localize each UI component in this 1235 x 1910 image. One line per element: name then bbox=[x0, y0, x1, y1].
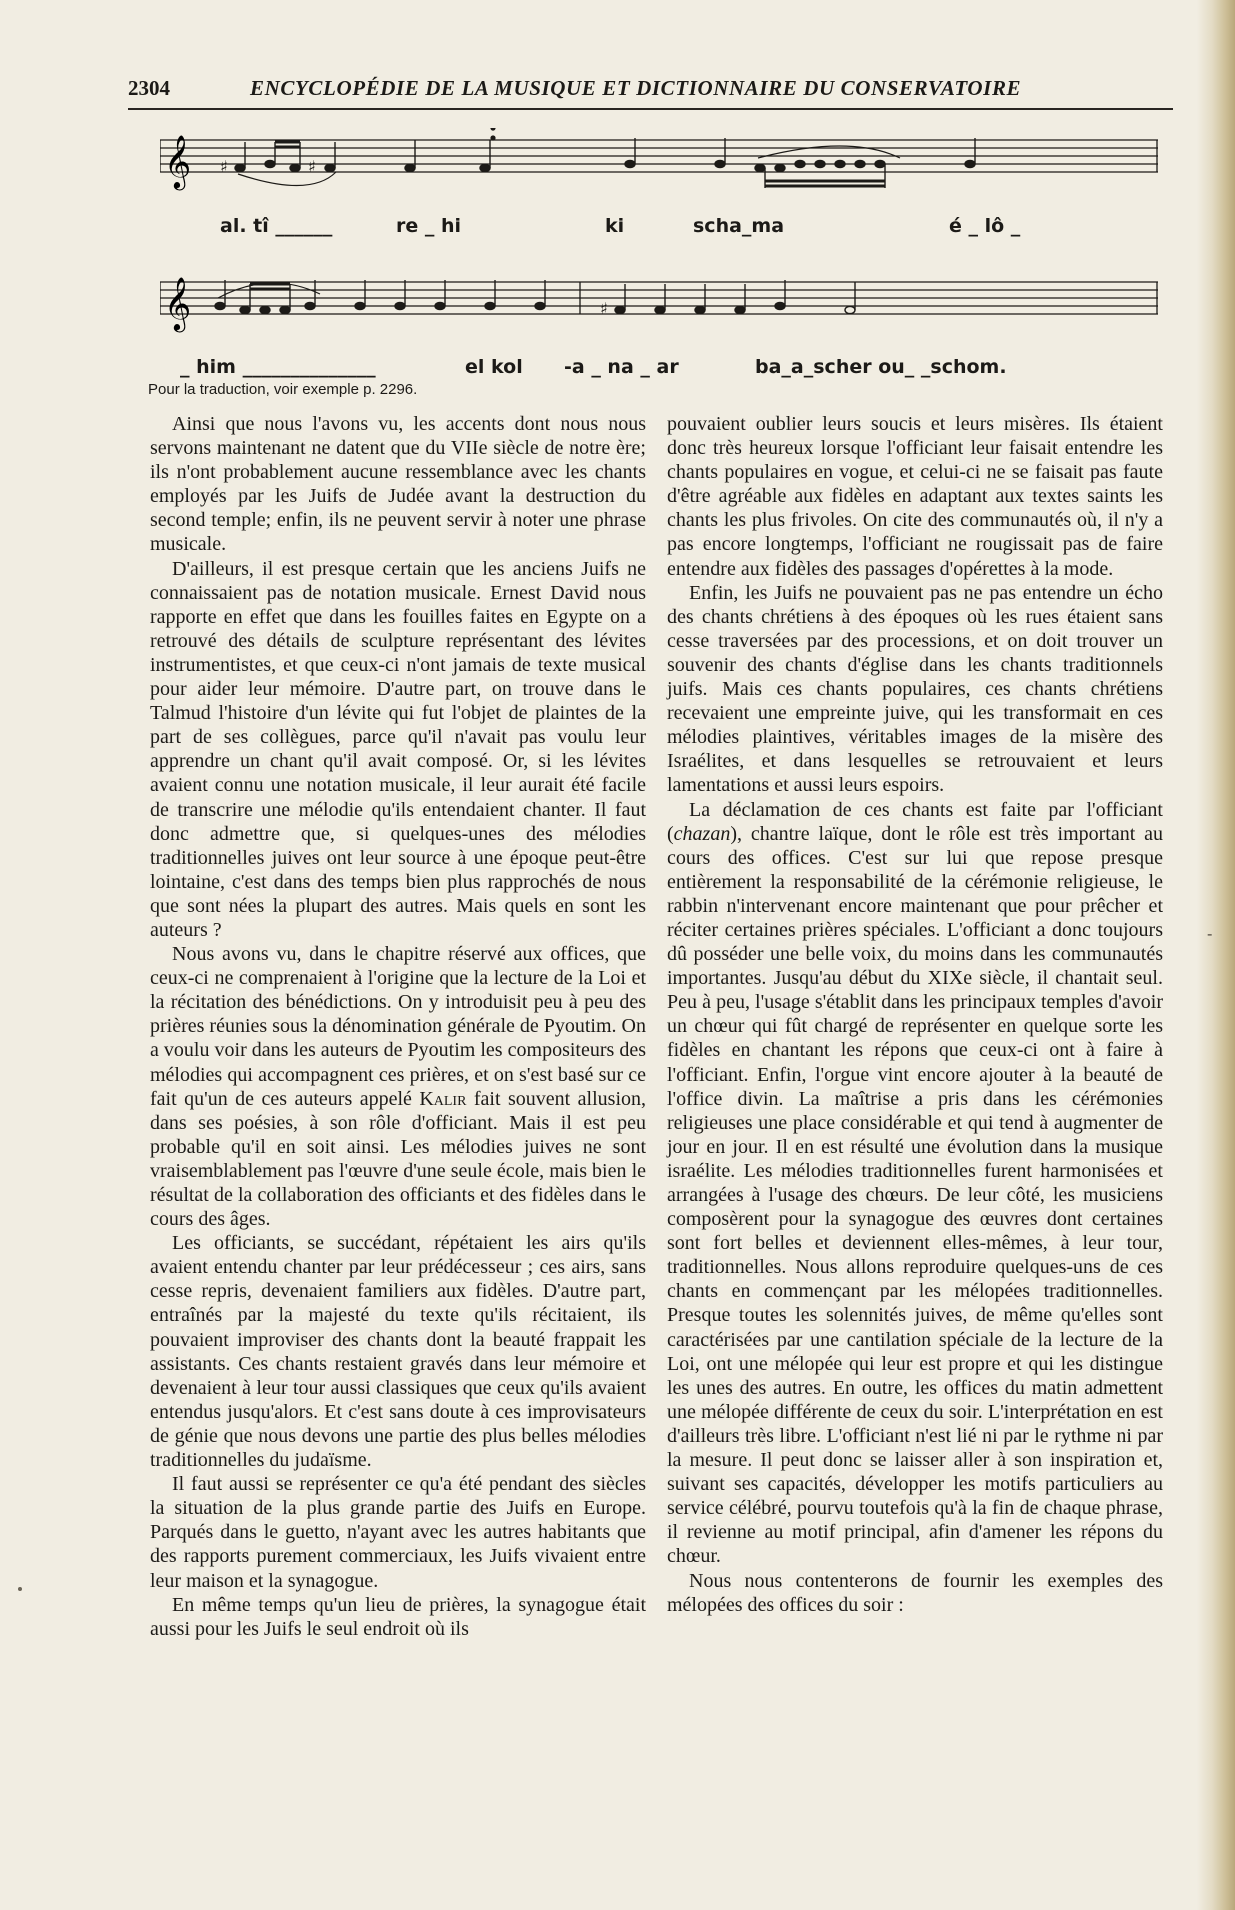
lyric-syllable: ba_a_scher ou_ _schom. bbox=[755, 356, 1007, 378]
lyric-syllable: -a _ na _ ar bbox=[564, 356, 679, 378]
svg-text:♯: ♯ bbox=[220, 157, 228, 176]
paragraph: Nous nous contenterons de fournir les exemples des mélopées des offices du soir : bbox=[667, 1569, 1163, 1616]
page-number: 2304 bbox=[128, 76, 170, 100]
treble-clef: 𝄞 bbox=[164, 134, 192, 188]
music-staff-2 bbox=[160, 270, 1158, 340]
music-caption: Pour la traduction, voir exemple p. 2296. bbox=[148, 381, 418, 398]
text-run: Nous avons vu, dans le chapitre réservé aux offices, que ceux-ci ne comprenaient à l'origine que la lecture de la Loi et la récitation des bénédictions. On y introduisit peu à peu des prières réunies sous la dénomination générale de Pyoutim. On a voulu voir dans les auteurs de Pyoutim les compositeurs des mélodies qui accompagnent ces prières, et on s'est basé sur ce fait qu'un de ces auteurs appelé bbox=[150, 943, 646, 1110]
page-header bbox=[128, 76, 1173, 110]
paper-speck bbox=[18, 1587, 22, 1591]
text-run: La déclamation de ces chants est faite par l'officiant ( bbox=[667, 798, 1163, 845]
paragraph: pouvaient oublier leurs soucis et leurs misères. Ils étaient donc très heureux lorsque l'officiant leur faisait entendre les chants populaires en vogue, et celui-ci ne se faisait pas faute d'être agréable aux fidèles en adaptant aux textes saints les chants les plus frivoles. On cite des communautés où, il n'y a pas encore longtemps, l'officiant ne rougissait pas de faire entendre aux fidèles des passages d'opérettes à la mode. bbox=[667, 413, 1163, 580]
paragraph: Ainsi que nous l'avons vu, les accents dont nous nous servons maintenant ne datent que du VIIe siècle de notre ère; ils n'ont probablement aucune ressemblance avec les chants employés par les Juifs de Judée avant la destruction du second temple; enfin, ils ne peuvent servir à noter une phrase musicale. bbox=[150, 413, 646, 556]
lyric-syllable: _ him ______________ bbox=[180, 356, 376, 378]
lyric-syllable: al. tî ______ bbox=[220, 215, 333, 237]
paragraph: Les officiants, se succédant, répétaient les airs qu'ils avaient entendu chanter par leur prédécesseur ; ces airs, sans cesse repris, devenaient familiers aux fidèles. D'autre part, entraînés par la majesté du texte qu'ils récitaient, ils pouvaient improviser des chants dont la beauté frappait les assistants. Ces chants restaient gravés dans leur mémoire et devenaient à leur tour aussi classiques que ceux qu'ils avaient entendus jusqu'alors. Et c'est sans doute à ces improvisateurs de génie que nous devons une partie des plus belles mélodies traditionnelles du judaïsme. bbox=[150, 1232, 646, 1472]
italic-term: chazan bbox=[673, 822, 731, 845]
paragraph: D'ailleurs, il est presque certain que les anciens Juifs ne connaissaient pas de notation musicale. Ernest David nous rapporte en effet que dans les fouilles faites en Egypte on a retrouvé des détails de sculpture représentant des lévites instrumentistes, et que ceux-ci n'ont jamais de texte musical pour aider leur mémoire. D'autre part, on trouve dans le Talmud l'histoire d'un lévite qui fut l'objet de plaintes de la part de ses collègues, parce qu'il n'avait pas voulu leur apprendre un chant qu'il avait composé. Or, si les lévites avaient connu une notation musicale, il leur aurait été facile de transcrire une mélodie qu'ils entendaient chanter. Il faut donc admettre que, si quelques-unes des mélodies traditionnelles juives ont leur source à une époque peut-être lointaine, c'est dans des temps bien plus rapprochés de nous que sont nées la plupart des autres. Mais quels en sont les auteurs ? bbox=[150, 557, 646, 941]
lyric-syllable: ki bbox=[605, 215, 625, 237]
music-staff-1 bbox=[160, 128, 1158, 198]
treble-clef: 𝄞 bbox=[164, 276, 192, 330]
running-head: ENCYCLOPÉDIE DE LA MUSIQUE ET DICTIONNAIRE DU CONSERVATOIRE bbox=[250, 76, 1022, 100]
paragraph: Enfin, les Juifs ne pouvaient pas ne pas entendre un écho des chants chrétiens à des époques où les rues étaient sans cesse traversées par des processions, et on doit trouver un souvenir des chants d'église dans les chants traditionnels juifs. Mais ces chants populaires, ces chants chrétiens recevaient une empreinte juive, qui les transformait en ces mélodies plaintives, véritables images de la misère des Israélites, et dans lesquelles se retrouvaient et leurs lamentations et aussi leurs espoirs. bbox=[667, 581, 1163, 797]
page-edge-shadow bbox=[1197, 0, 1235, 1910]
margin-mark: - bbox=[1207, 924, 1213, 943]
lyric-syllable: el kol bbox=[465, 356, 523, 378]
paragraph bbox=[150, 942, 646, 1231]
text-column-left bbox=[150, 412, 646, 1641]
paragraph bbox=[667, 798, 1163, 1569]
author-name: Kalir bbox=[419, 1087, 467, 1110]
lyric-syllable: é _ lô _ bbox=[949, 215, 1021, 237]
text-run: fait souvent allusion, dans ses poésies, à son rôle d'officiant. Mais il est peu probable qu'il en soit ainsi. Les mélodies juives ne sont vraisemblablement pas l'œuvre d'une seule école, mais bien le résultat de la collaboration des officiants et des fidèles dans le cours des âges. bbox=[150, 1087, 646, 1231]
svg-text:♯: ♯ bbox=[600, 299, 608, 318]
paragraph: En même temps qu'un lieu de prières, la synagogue était aussi pour les Juifs le seul endroit où ils bbox=[150, 1593, 646, 1640]
music-lyrics-1 bbox=[160, 215, 1160, 245]
lyric-syllable: scha_ma bbox=[693, 215, 785, 237]
paragraph: Il faut aussi se représenter ce qu'a été pendant des siècles la situation de la plus grande partie des Juifs en Europe. Parqués dans le guetto, n'ayant avec les autres habitants que des rapports purement commerciaux, les Juifs vivaient entre leur maison et la synagogue. bbox=[150, 1473, 646, 1592]
text-run: ), chantre laïque, dont le rôle est très important au cours des offices. C'est sur lui que repose presque entièrement la responsabilité de la cérémonie religieuse, le rabbin n'intervenant encore maintenant que pour prêcher et réciter certaines prières spéciales. L'officiant a donc toujours dû posséder une belle voix, du moins dans les communautés importantes. Jusqu'au début du XIXe siècle, il chantait seul. Peu à peu, l'usage s'établit dans les principaux temples d'avoir un chœur qui fût chargé de représenter en quelque sorte les fidèles en chantant les répons que ceux-ci ont à faire à l'officiant. Enfin, l'orgue vint encore ajouter à la beauté de l'office divin. La maîtrise a pris dans les cérémonies religieuses une place considérable et qui tend à augmenter de jour en jour. Il en est résulté une évolution dans la musique israélite. Les mélodies traditionnelles furent harmonisées et arrangées à l'usage des chœurs. De leur côté, les musiciens composèrent pour la synagogue des œuvres dont certaines sont fort belles et deviennent elles-mêmes, à leur tour, traditionnelles. Nous allons reproduire quelques-uns de ces chants en commençant par les mélopées traditionnelles. Presque toutes les solennités juives, de même qu'elles sont caractérisées par une cantilation spéciale de la lecture de la Loi, ont une mélopée qui leur est propre et qui les distingue les unes des autres. En outre, les offices du matin admettent une mélopée différente de ceux du soir. L'interprétation en est d'ailleurs très libre. L'officiant n'est lié ni par le rythme ni par la mesure. Il peut donc se laisser aller à son inspiration et, suivant ses capacités, développer les motifs particuliers au service célébré, pourvu toutefois qu'à la fin de chaque phrase, il revienne au motif principal, afin d'amener les répons du chœur. bbox=[667, 822, 1163, 1568]
svg-text:♯: ♯ bbox=[308, 157, 316, 176]
lyric-syllable: re _ hi bbox=[396, 215, 462, 237]
text-column-right bbox=[667, 412, 1163, 1617]
